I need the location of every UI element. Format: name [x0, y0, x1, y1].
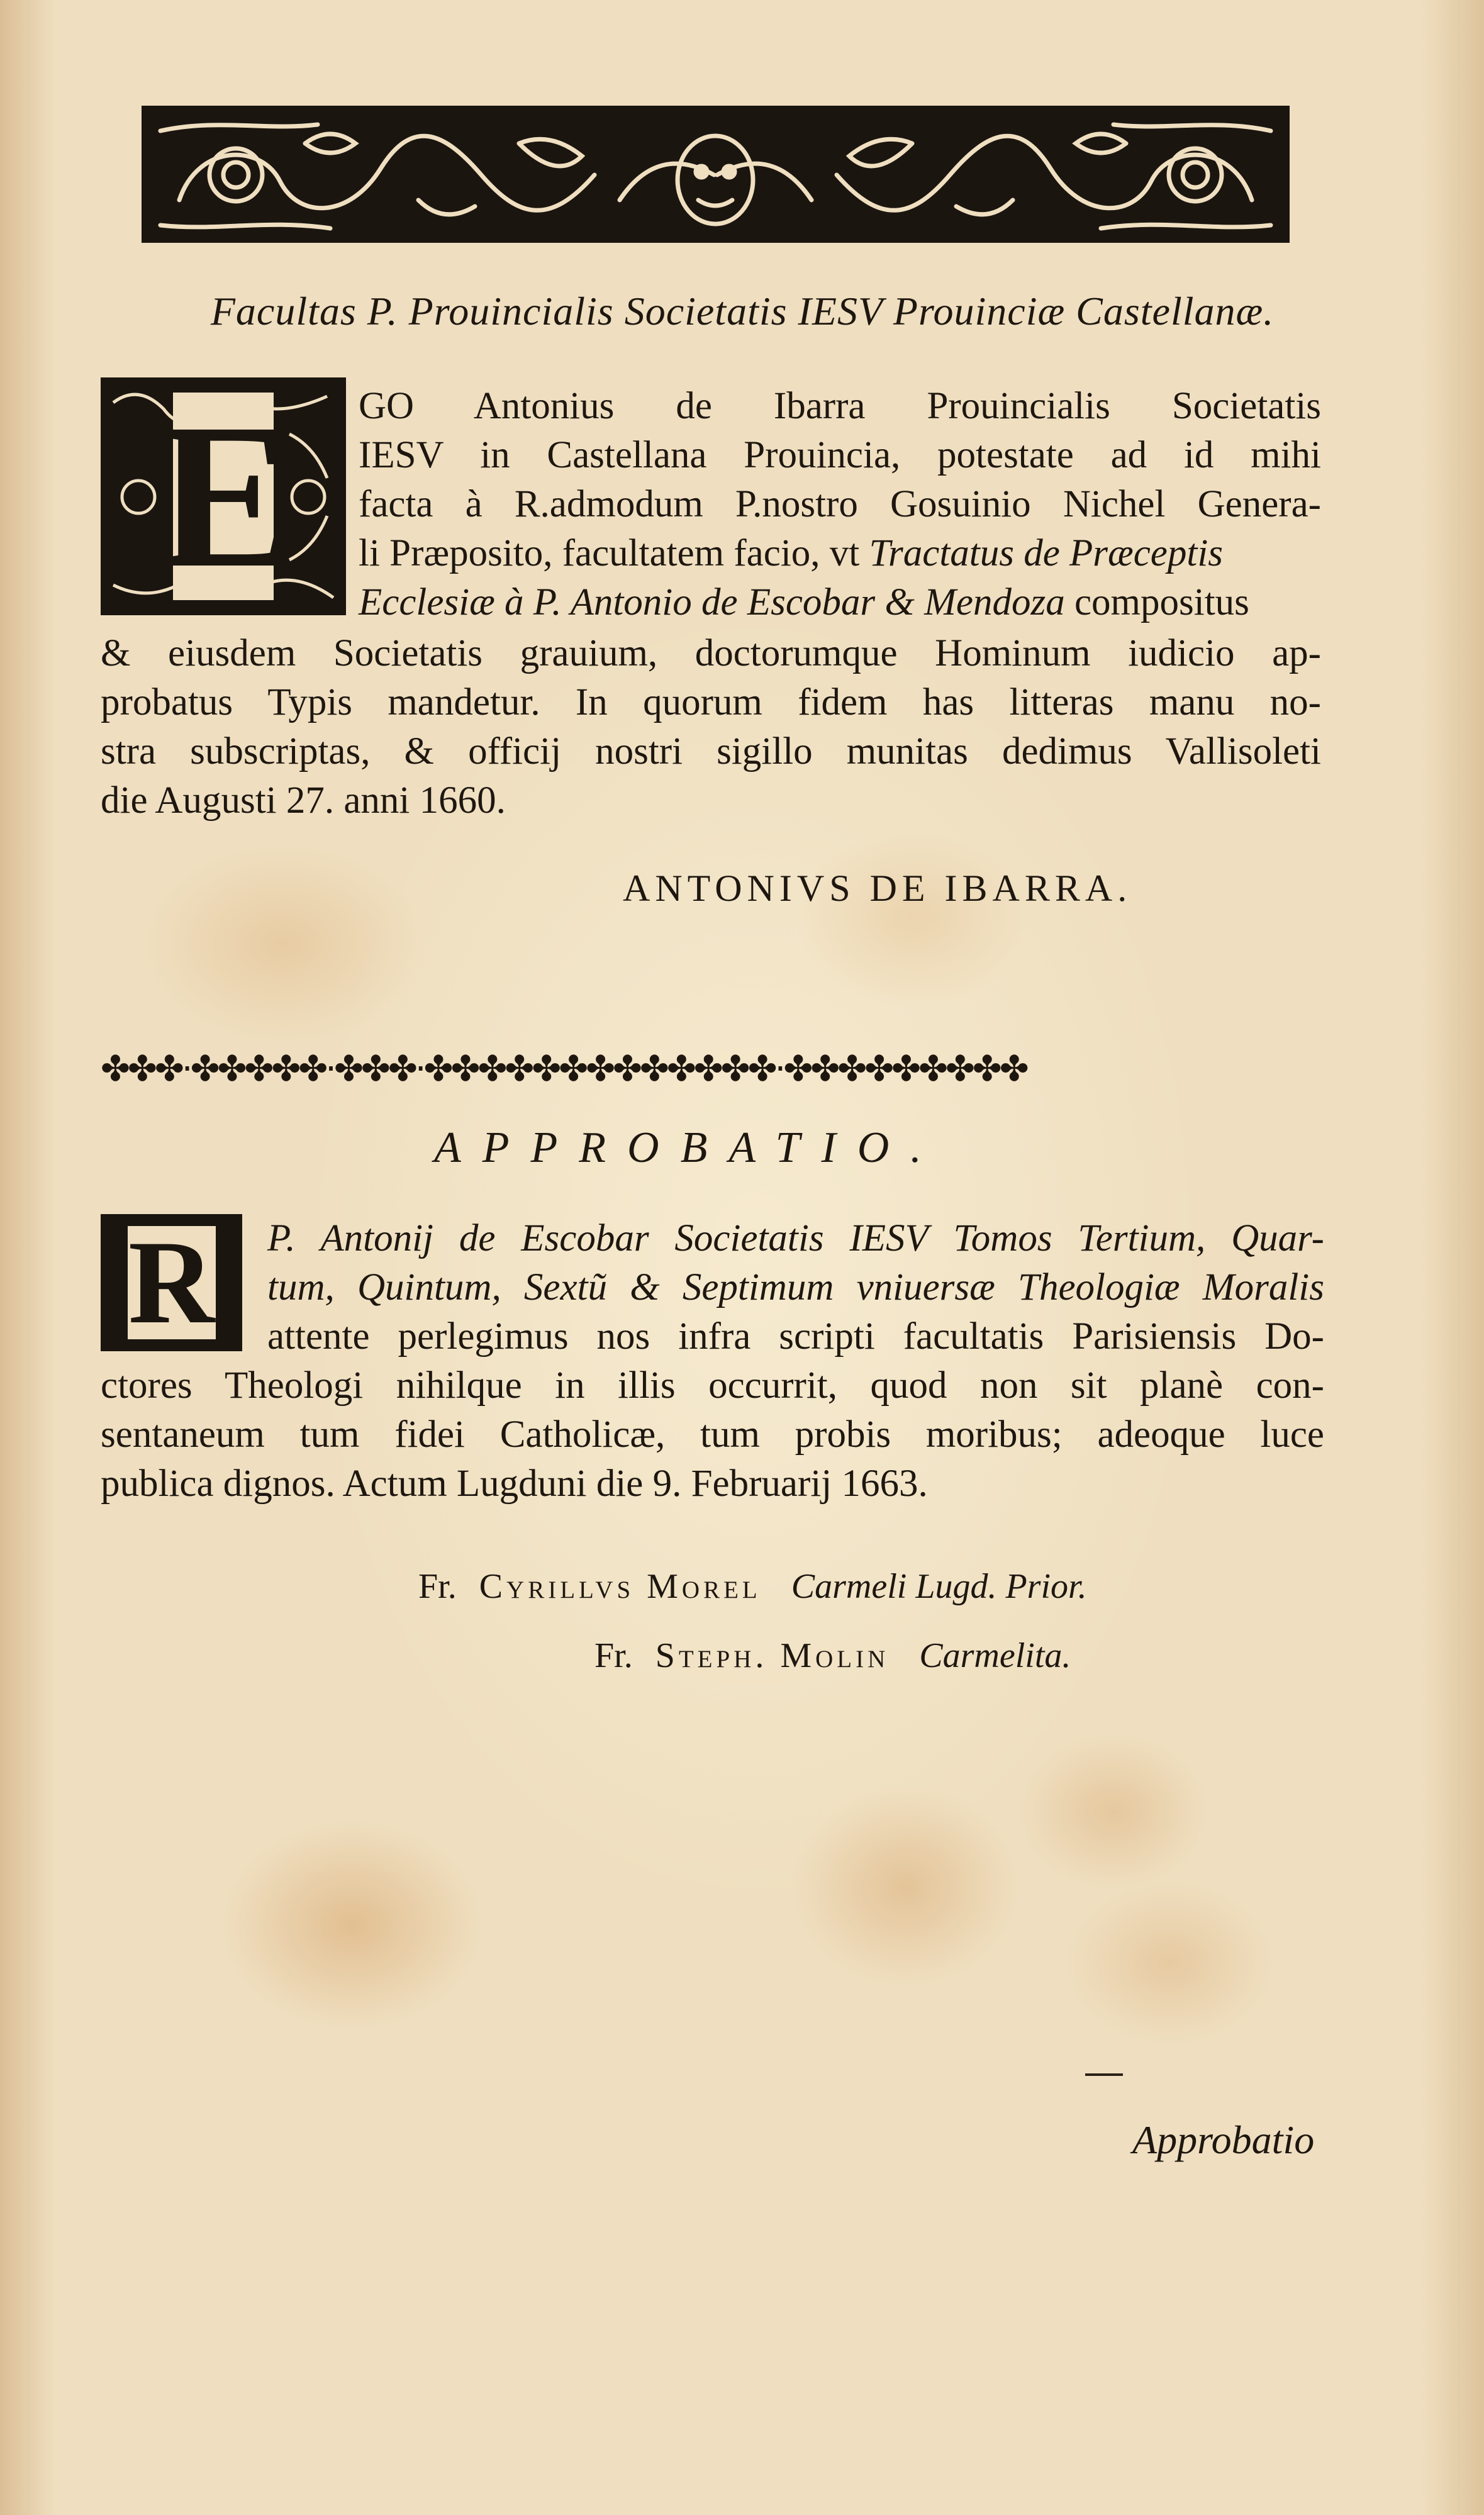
approbatio-line-6: publica dignos. Actum Lugduni die 9. Februarij 1663. [101, 1463, 928, 1505]
signer-title: Carmeli Lugd. Prior. [791, 1567, 1087, 1606]
signer-morel [418, 1566, 1087, 1607]
approbatio-line-3: attente perlegimus nos infra scripti facultatis Parisiensis Do- [267, 1315, 1324, 1358]
faculty-line-4-italic: Tractatus de Præceptis [869, 532, 1224, 574]
decorated-initial-r [101, 1214, 242, 1351]
approbatio-line-4: ctores Theologi nihilque in illis occurrit, quod non sit planè con- [101, 1364, 1324, 1407]
faculty-heading: Facultas P. Prouincialis Societatis IESV Prouinciæ Castellanæ. [210, 289, 1275, 333]
signer-title: Carmelita. [919, 1636, 1071, 1675]
decorated-initial-e [101, 377, 346, 615]
signer-molin [594, 1636, 1071, 1676]
catchword: Approbatio [1132, 2117, 1315, 2162]
faculty-line-5-roman: compositus [1074, 581, 1249, 623]
initial-letter: E [157, 381, 296, 611]
approbatio-line-5: sentaneum tum fidei Catholicæ, tum probis moribus; adeoque luce [101, 1414, 1324, 1456]
signer-prefix: Fr. [594, 1636, 633, 1675]
faculty-line-1: GO Antonius de Ibarra Prouincialis Societatis [359, 385, 1321, 427]
headpiece-ornament [142, 106, 1290, 243]
foliage-ornament-icon [142, 106, 1290, 243]
faculty-line-3: facta à R.admodum P.nostro Gosuinio Nichel Genera- [359, 483, 1321, 525]
approbatio-title: APPROBATIO. [434, 1124, 943, 1172]
approbatio-line-1: P. Antonij de Escobar Societatis IESV Tomos Tertium, Quar- [267, 1217, 1324, 1259]
signer-prefix: Fr. [418, 1567, 457, 1606]
signer-name: Steph. Molin [655, 1636, 890, 1675]
catchword-dash [1085, 2073, 1123, 2076]
faculty-line-6: & eiusdem Societatis grauium, doctorumque Hominum iudicio ap- [101, 632, 1321, 674]
faculty-line-2: IESV in Castellana Prouincia, potestate ad id mihi [359, 434, 1321, 476]
approbatio-line-2: tum, Quintum, Sextũ & Septimum vniuersæ Theologiæ Moralis [267, 1266, 1324, 1308]
faculty-line-4 [359, 529, 1321, 578]
vine-ornament-icon [101, 377, 346, 615]
faculty-line-8: stra subscriptas, & officij nostri sigillo munitas dedimus Vallisoleti [101, 730, 1321, 772]
faculty-line-9: die Augusti 27. anni 1660. [101, 779, 506, 822]
faculty-line-5-italic: Ecclesiæ à P. Antonio de Escobar & Mendoza [359, 581, 1065, 623]
initial-letter: R [128, 1217, 215, 1349]
signature-antonius: ANTONIVS DE IBARRA. [623, 867, 1132, 909]
faculty-line-4-roman: li Præposito, facultatem facio, vt [359, 532, 860, 574]
fleuron-divider: ✤✤✤·✤✤✤✤✤·✤✤✤·✤✤✤✤✤✤✤✤✤✤✤✤✤·✤✤✤✤✤✤✤✤✤ [101, 1049, 1027, 1090]
faculty-line-5 [359, 578, 1321, 627]
signer-name: Cyrillvs Morel [479, 1567, 761, 1606]
faculty-line-7: probatus Typis mandetur. In quorum fidem has litteras manu no- [101, 681, 1321, 723]
